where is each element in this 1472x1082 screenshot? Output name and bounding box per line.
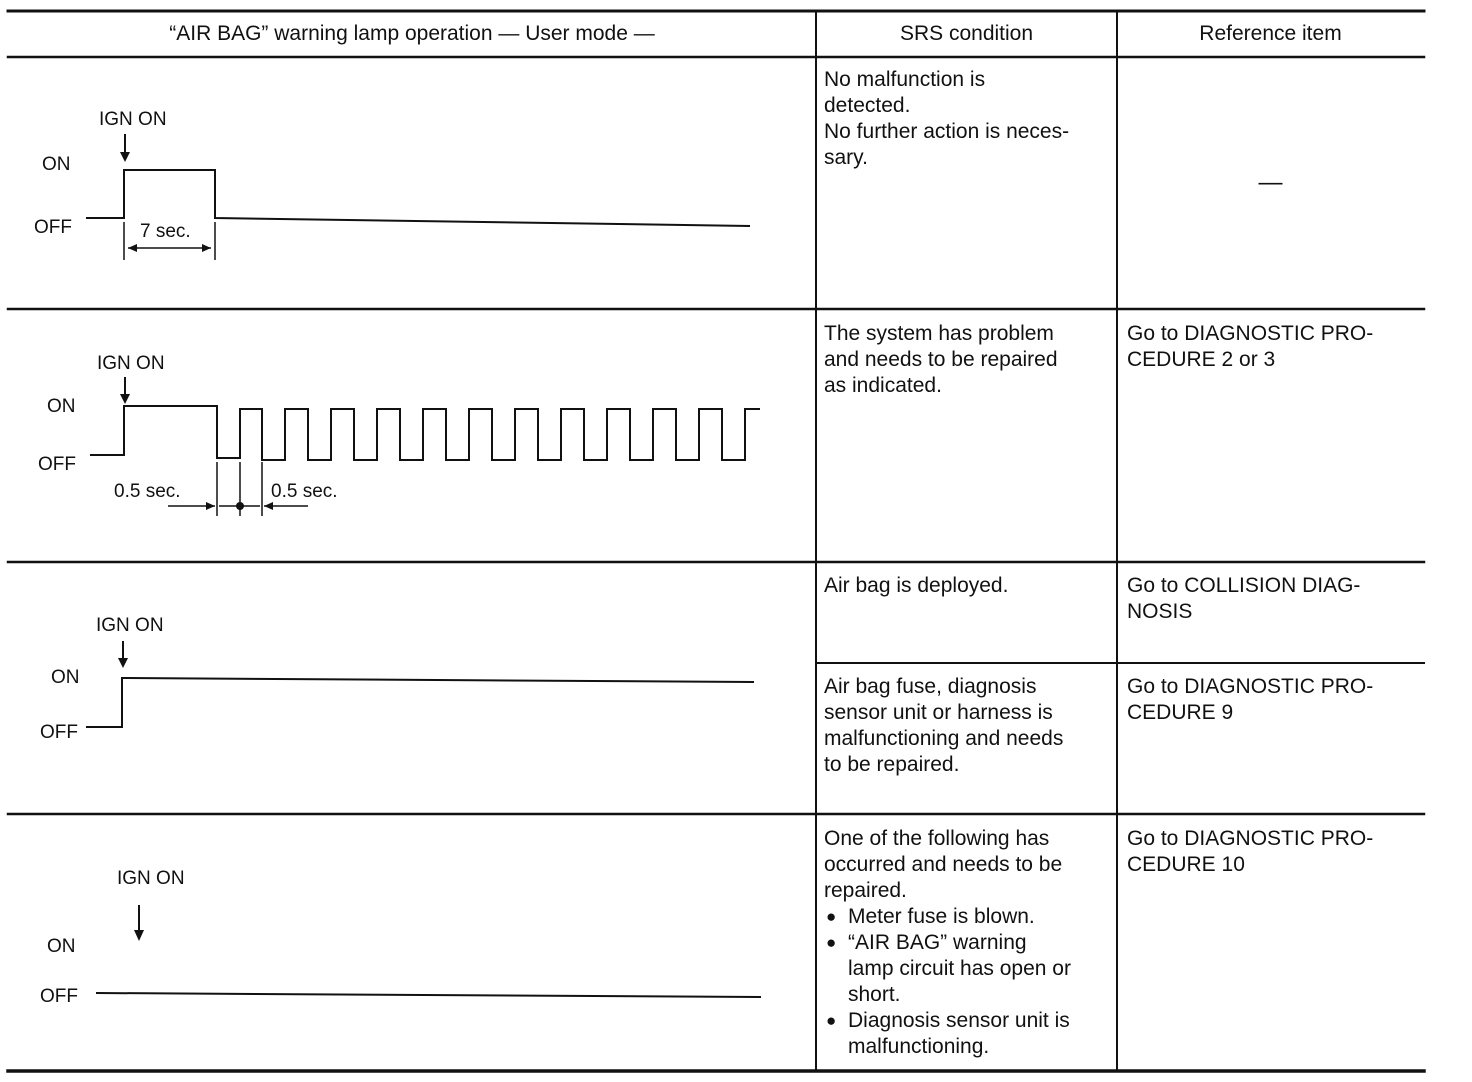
condition-line: malfunctioning and needs bbox=[824, 727, 1064, 750]
bullet-line: short. bbox=[848, 983, 901, 1006]
ign-on-label: IGN ON bbox=[117, 868, 185, 889]
row5-reference bbox=[1127, 826, 1373, 878]
condition-line: repaired. bbox=[824, 879, 907, 902]
on-label: ON bbox=[47, 936, 76, 957]
condition-line: The system has problem bbox=[824, 322, 1054, 345]
bullet-item bbox=[824, 1008, 1114, 1060]
reference-line: Go to DIAGNOSTIC PRO- bbox=[1127, 827, 1374, 850]
bullet-item bbox=[824, 930, 1114, 1008]
ign-on-label: IGN ON bbox=[99, 109, 167, 130]
condition-line: to be repaired. bbox=[824, 753, 960, 776]
row2-reference bbox=[1127, 321, 1373, 373]
condition-line: sary. bbox=[824, 146, 868, 169]
row5-condition bbox=[824, 826, 1114, 1060]
reference-line: CEDURE 9 bbox=[1127, 701, 1234, 724]
lamp-signal-line bbox=[86, 170, 750, 226]
row3-reference bbox=[1127, 573, 1360, 625]
off-label: OFF bbox=[34, 217, 72, 238]
row1-reference-dash: — bbox=[1258, 169, 1283, 196]
row3-condition bbox=[824, 573, 1008, 599]
seven-sec-label: 7 sec. bbox=[140, 221, 191, 242]
diagram-labels bbox=[34, 109, 338, 1007]
waveform-stays-on bbox=[86, 641, 754, 727]
waveform-flashing bbox=[90, 377, 760, 516]
bullet-line: lamp circuit has open or bbox=[848, 957, 1071, 980]
reference-line: Go to DIAGNOSTIC PRO- bbox=[1127, 322, 1374, 345]
off-label: OFF bbox=[40, 722, 78, 743]
condition-line: No malfunction is bbox=[824, 68, 986, 91]
condition-line: One of the following has bbox=[824, 827, 1050, 850]
condition-line: detected. bbox=[824, 94, 911, 117]
reference-line: Go to COLLISION DIAG- bbox=[1127, 574, 1361, 597]
condition-line: occurred and needs to be bbox=[824, 853, 1063, 876]
condition-line: Air bag is deployed. bbox=[824, 574, 1009, 597]
reference-line: NOSIS bbox=[1127, 600, 1193, 623]
off-label: OFF bbox=[38, 454, 76, 475]
row4-condition bbox=[824, 674, 1063, 778]
header-lamp-operation: “AIR BAG” warning lamp operation — User mode — bbox=[169, 22, 655, 45]
condition-line: as indicated. bbox=[824, 374, 942, 397]
header-reference-item: Reference item bbox=[1199, 22, 1342, 45]
bullet-line: malfunctioning. bbox=[848, 1035, 990, 1058]
lamp-signal-line bbox=[90, 406, 760, 460]
condition-line: and needs to be repaired bbox=[824, 348, 1058, 371]
waveform-stays-off bbox=[96, 905, 761, 997]
reference-line: CEDURE 10 bbox=[1127, 853, 1245, 876]
lamp-signal-line bbox=[96, 993, 761, 997]
row2-condition bbox=[824, 321, 1058, 399]
on-label: ON bbox=[47, 396, 76, 417]
half-sec-label-right: 0.5 sec. bbox=[271, 481, 338, 502]
on-label: ON bbox=[51, 667, 80, 688]
condition-line: No further action is neces- bbox=[824, 120, 1070, 143]
half-sec-label-left: 0.5 sec. bbox=[114, 481, 181, 502]
half-sec-dot bbox=[236, 502, 244, 510]
reference-line: Go to DIAGNOSTIC PRO- bbox=[1127, 675, 1374, 698]
reference-line: CEDURE 2 or 3 bbox=[1127, 348, 1276, 371]
bullet-item bbox=[824, 904, 1114, 930]
lamp-signal-line bbox=[86, 678, 754, 727]
condition-line: sensor unit or harness is bbox=[824, 701, 1053, 724]
row1-condition bbox=[824, 67, 1069, 171]
bullet-line: ● “AIR BAG” warning bbox=[848, 931, 1027, 954]
off-label: OFF bbox=[40, 986, 78, 1007]
bullet-line: ● Diagnosis sensor unit is bbox=[848, 1009, 1070, 1032]
bullet-line: ● Meter fuse is blown. bbox=[848, 905, 1035, 928]
row4-reference bbox=[1127, 674, 1373, 726]
ign-on-label: IGN ON bbox=[96, 615, 164, 636]
condition-bullet-list bbox=[824, 904, 1114, 1060]
header-srs-condition: SRS condition bbox=[899, 22, 1034, 45]
condition-line: Air bag fuse, diagnosis bbox=[824, 675, 1037, 698]
on-label: ON bbox=[42, 154, 71, 175]
ign-on-label: IGN ON bbox=[97, 353, 165, 374]
